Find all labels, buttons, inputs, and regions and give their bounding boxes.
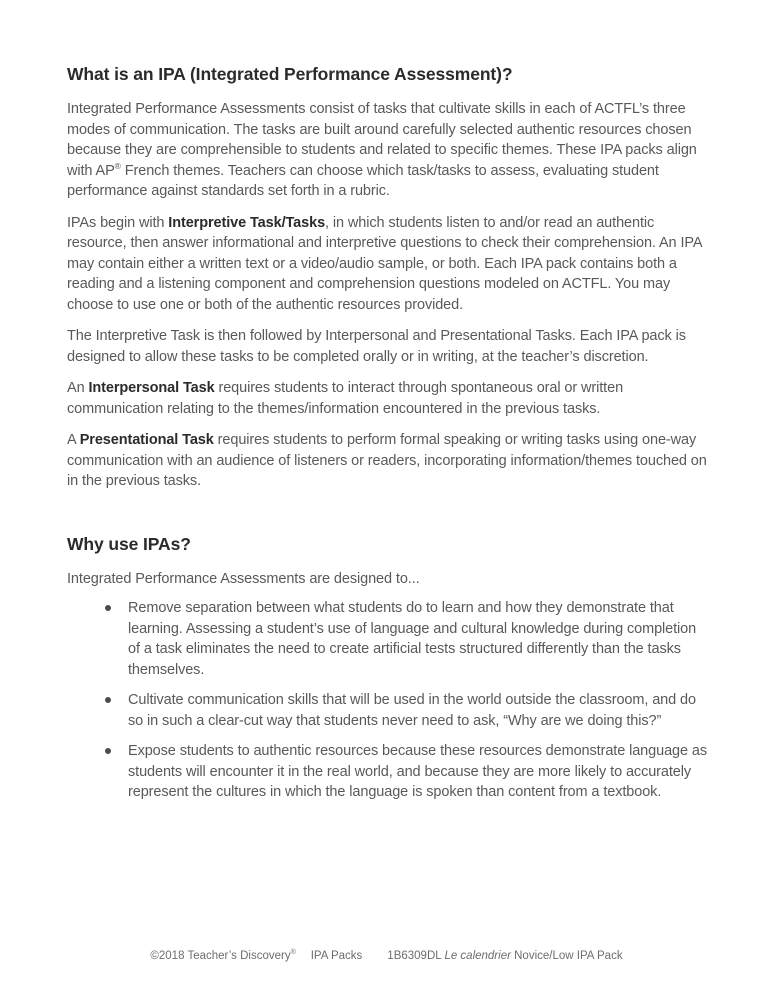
- bullet-icon: [105, 697, 111, 703]
- paragraph-interpersonal-rest: requires students to interact through spontaneous oral or written communication relating to the themes/information encountered in the previous tasks.: [67, 380, 624, 417]
- heading-why-use-ipas: Why use IPAs?: [67, 533, 191, 554]
- paragraph-ipa-overview: [67, 99, 708, 202]
- list-item-cultivate-skills: [67, 690, 708, 731]
- footer-copyright-text: ©2018 Teacher’s Discovery: [150, 950, 291, 962]
- list-item-expose-authentic: [67, 741, 708, 803]
- list-item-remove-separation: [67, 598, 708, 680]
- footer-product-name: IPA Packs: [310, 950, 363, 962]
- footer-pack-level: Novice/Low IPA Pack: [514, 950, 623, 962]
- bullet-icon: [105, 605, 111, 611]
- paragraph-ipa-overview-text: Integrated Performance Assessments consist of tasks that cultivate skills in each of ACTFL’s three modes of communication. The tasks are built around carefully selected authentic resources chosen because they are comprehensible to students and related to specific themes. These IPA packs align with AP: [67, 101, 697, 179]
- bullet-text-cultivate-skills: Cultivate communication skills that will be used in the world outside the classroom, and do so in such a clear-cut way that students never need to ask, “Why are we doing this?”: [128, 692, 696, 729]
- footer-item-code: 1B6309DL: [387, 950, 442, 962]
- paragraph-ipa-overview-text-cont: French themes. Teachers can choose which task/tasks to assess, evaluating student performance against standards set forth in a rubric.: [67, 162, 659, 199]
- paragraph-presentational-task: [67, 430, 708, 492]
- paragraph-task-sequence: The Interpretive Task is then followed by Interpersonal and Presentational Tasks. Each IPA pack is designed to allow these tasks to be completed orally or in writing, at the teacher’s discretion.: [67, 328, 686, 365]
- ipa-benefits-list: [67, 598, 708, 803]
- page-footer: [0, 950, 773, 962]
- paragraph-interpretive-task: [67, 213, 708, 316]
- bullet-text-remove-separation: Remove separation between what students do to learn and how they demonstrate that learning. Assessing a student’s use of language and cultural knowledge during completion of a task eliminates the need to create artificial tests structured differently than the tasks themselves.: [128, 600, 697, 678]
- paragraph-interpersonal-prefix: An: [67, 380, 89, 396]
- bullet-text-expose-authentic: Expose students to authentic resources because these resources demonstrate language as students will encounter it in the real world, and because they are more likely to accurately represent the cultures in which the language is spoken than content from a textbook.: [128, 743, 708, 800]
- registered-trademark-icon: ®: [290, 949, 296, 957]
- footer-copyright: [150, 950, 295, 962]
- paragraph-interpretive-rest: , in which students listen to and/or read an authentic resource, then answer informational and interpretive questions to check their comprehension. An IPA may contain either a written text or a video/audio sample, or both. Each IPA pack contains both a reading and a listening component and comprehension questions modeled on ACTFL. You may choose to use one or both of the authentic resources provided.: [67, 214, 702, 313]
- footer-pack-title: Le calendrier: [444, 950, 511, 962]
- presentational-task-label: Presentational Task: [79, 432, 214, 448]
- interpretive-task-label: Interpretive Task/Tasks: [168, 214, 326, 231]
- heading-what-is-ipa: What is an IPA (Integrated Performance Assessment)?: [67, 64, 513, 84]
- paragraph-presentational-prefix: A: [67, 432, 80, 448]
- footer-pack-info: [387, 950, 622, 962]
- why-intro-line: Integrated Performance Assessments are designed to...: [67, 570, 420, 587]
- page-content: [67, 63, 708, 813]
- bullet-icon: [105, 748, 111, 754]
- section-what-is-ipa: [67, 63, 708, 492]
- section-why-use-ipas: [67, 533, 708, 803]
- interpersonal-task-label: Interpersonal Task: [88, 380, 215, 396]
- registered-trademark-icon: ®: [114, 160, 121, 171]
- paragraph-presentational-rest: requires students to perform formal speaking or writing tasks using one-way communication with an audience of listeners or readers, incorporating information/themes touched on in the previous tasks.: [67, 432, 707, 489]
- paragraph-interpretive-prefix: IPAs begin with: [67, 214, 169, 231]
- paragraph-interpersonal-task: [67, 378, 708, 419]
